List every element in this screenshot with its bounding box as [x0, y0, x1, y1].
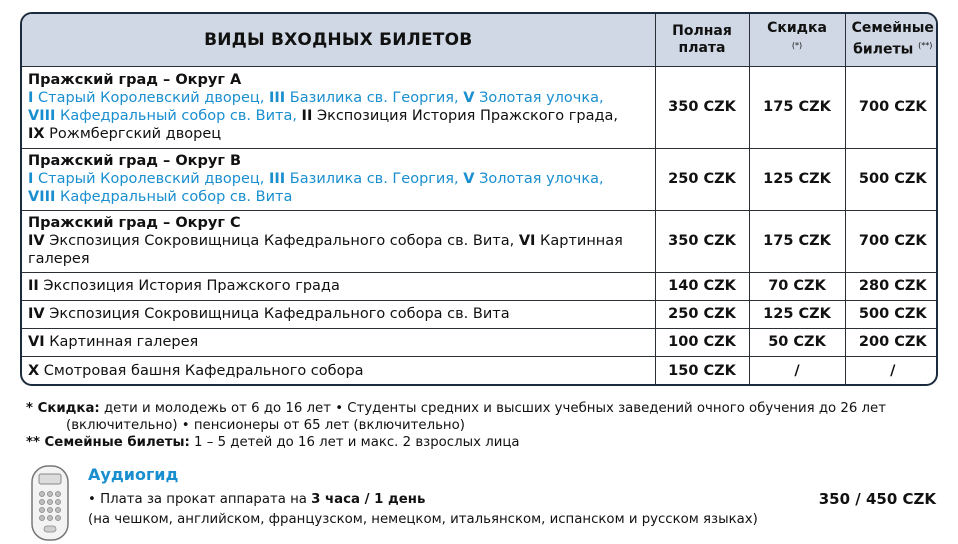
- attraction-text: Экспозиция История Пражского града: [38, 278, 340, 294]
- attraction-text: Экспозиция История Пражского града,: [312, 108, 618, 124]
- price-full: 250 CZK: [655, 300, 749, 328]
- roman-numeral: I: [28, 90, 34, 106]
- table-row: [22, 66, 938, 148]
- header-full-line1: Полная: [672, 22, 732, 39]
- price-discount: 125 CZK: [749, 300, 845, 328]
- attraction-text: Базилика св. Георгия,: [285, 90, 464, 106]
- roman-numeral: IV: [28, 306, 45, 322]
- table-row: [22, 356, 938, 386]
- roman-numeral: III: [268, 90, 286, 106]
- price-full: 350 CZK: [655, 210, 749, 272]
- row-description: [22, 300, 655, 328]
- price-full: 250 CZK: [655, 148, 749, 210]
- header-fam-line1: Семейные: [851, 20, 934, 37]
- header-discount: [749, 14, 845, 66]
- table-header-row: [22, 14, 938, 66]
- discount-note-text: дети и молодежь от 6 до 16 лет • Студенты средних и высших учебных заведений очного обучения до 26 лет: [99, 401, 886, 416]
- header-disc-mark: (*): [791, 41, 803, 51]
- family-note: [26, 434, 926, 451]
- roman-numeral: II: [301, 108, 313, 124]
- attraction-text: Старый Королевский дворец,: [33, 171, 269, 187]
- price-full: 350 CZK: [655, 66, 749, 148]
- row-description: [22, 272, 655, 300]
- audioguide-device-icon: [26, 464, 74, 542]
- audioguide-price: 350 / 450 CZK: [818, 490, 936, 508]
- table-row: [22, 272, 938, 300]
- table-title: ВИДЫ ВХОДНЫХ БИЛЕТОВ: [22, 14, 655, 66]
- roman-numeral: III: [268, 171, 286, 187]
- discount-note: [26, 400, 926, 434]
- attraction-text: Золотая улочка,: [474, 171, 604, 187]
- header-fam-line2: билеты: [853, 42, 914, 59]
- discount-note-text-cont: (включительно) • пенсионеры от 65 лет (включительно): [66, 418, 465, 433]
- roman-numeral: VI: [518, 233, 536, 249]
- roman-numeral: VIII: [28, 108, 56, 124]
- price-discount: 175 CZK: [749, 66, 845, 148]
- roman-numeral: IV: [28, 233, 45, 249]
- row-description: [22, 148, 655, 210]
- row-description: [22, 66, 655, 148]
- price-family: /: [845, 356, 938, 386]
- attraction-text: Старый Королевский дворец,: [33, 90, 269, 106]
- attraction-text: Смотровая башня Кафедрального собора: [39, 363, 364, 380]
- roman-numeral: II: [28, 278, 39, 294]
- attraction-text: Золотая улочка,: [474, 90, 604, 106]
- roman-numeral: V: [463, 171, 475, 187]
- family-note-text: 1 – 5 детей до 16 лет и макс. 2 взрослых лица: [189, 435, 520, 450]
- price-full: 140 CZK: [655, 272, 749, 300]
- header-full-price: [655, 14, 749, 66]
- zone-title: Пражский град – Округ B: [28, 153, 242, 169]
- zone-title: Пражский град – Округ A: [28, 72, 242, 88]
- audioguide-rental-info: [88, 492, 425, 507]
- attraction-text: Картинная галерея: [28, 233, 623, 267]
- price-family: 500 CZK: [845, 148, 938, 210]
- price-discount: 70 CZK: [749, 272, 845, 300]
- price-family: 700 CZK: [845, 66, 938, 148]
- table-row: [22, 210, 938, 272]
- roman-numeral: VI: [28, 334, 45, 350]
- header-disc-line1: Скидка: [767, 20, 827, 37]
- price-discount: /: [749, 356, 845, 386]
- attraction-text: Экспозиция Сокровищница Кафедрального собора св. Вита,: [44, 233, 519, 249]
- table-row: [22, 328, 938, 356]
- price-discount: 50 CZK: [749, 328, 845, 356]
- roman-numeral: V: [463, 90, 475, 106]
- family-note-label: ** Семейные билеты:: [26, 435, 190, 450]
- price-discount: 125 CZK: [749, 148, 845, 210]
- attraction-text: Экспозиция Сокровищница Кафедрального собора св. Вита: [44, 306, 510, 322]
- header-full-line2: плата: [678, 39, 726, 56]
- roman-numeral: I: [28, 171, 34, 187]
- attraction-text: Кафедральный собор св. Вита,: [55, 108, 302, 124]
- discount-note-label: * Скидка:: [26, 401, 100, 416]
- audioguide-languages: (на чешком, английском, французском, немецком, итальянском, испанском и русском языках): [88, 512, 758, 527]
- price-family: 500 CZK: [845, 300, 938, 328]
- price-family: 280 CZK: [845, 272, 938, 300]
- price-full: 150 CZK: [655, 356, 749, 386]
- attraction-text: Картинная галерея: [44, 334, 199, 350]
- row-description: [22, 328, 655, 356]
- zone-title: Пражский град – Округ C: [28, 215, 241, 231]
- attraction-text: Кафедральный собор св. Вита: [55, 189, 293, 205]
- table-row: [22, 300, 938, 328]
- table-row: [22, 148, 938, 210]
- header-fam-mark: (**): [918, 41, 933, 51]
- attraction-text: Рожмбергский дворец: [44, 126, 222, 142]
- tickets-table: [20, 12, 938, 386]
- footnotes: [26, 400, 926, 451]
- header-family: [845, 14, 938, 66]
- row-description: [22, 210, 655, 272]
- roman-numeral: IX: [28, 126, 45, 142]
- attraction-text: Базилика св. Георгия,: [285, 171, 464, 187]
- audioguide-rental-duration: 3 часа / 1 день: [311, 492, 426, 507]
- audioguide-rental-text: • Плата за прокат аппарата на: [88, 492, 312, 507]
- price-family: 200 CZK: [845, 328, 938, 356]
- row-description: [22, 356, 655, 386]
- price-family: 700 CZK: [845, 210, 938, 272]
- price-discount: 175 CZK: [749, 210, 845, 272]
- roman-numeral: X: [28, 363, 40, 380]
- price-full: 100 CZK: [655, 328, 749, 356]
- roman-numeral: VIII: [28, 189, 56, 205]
- audioguide-title: Аудиогид: [88, 465, 179, 484]
